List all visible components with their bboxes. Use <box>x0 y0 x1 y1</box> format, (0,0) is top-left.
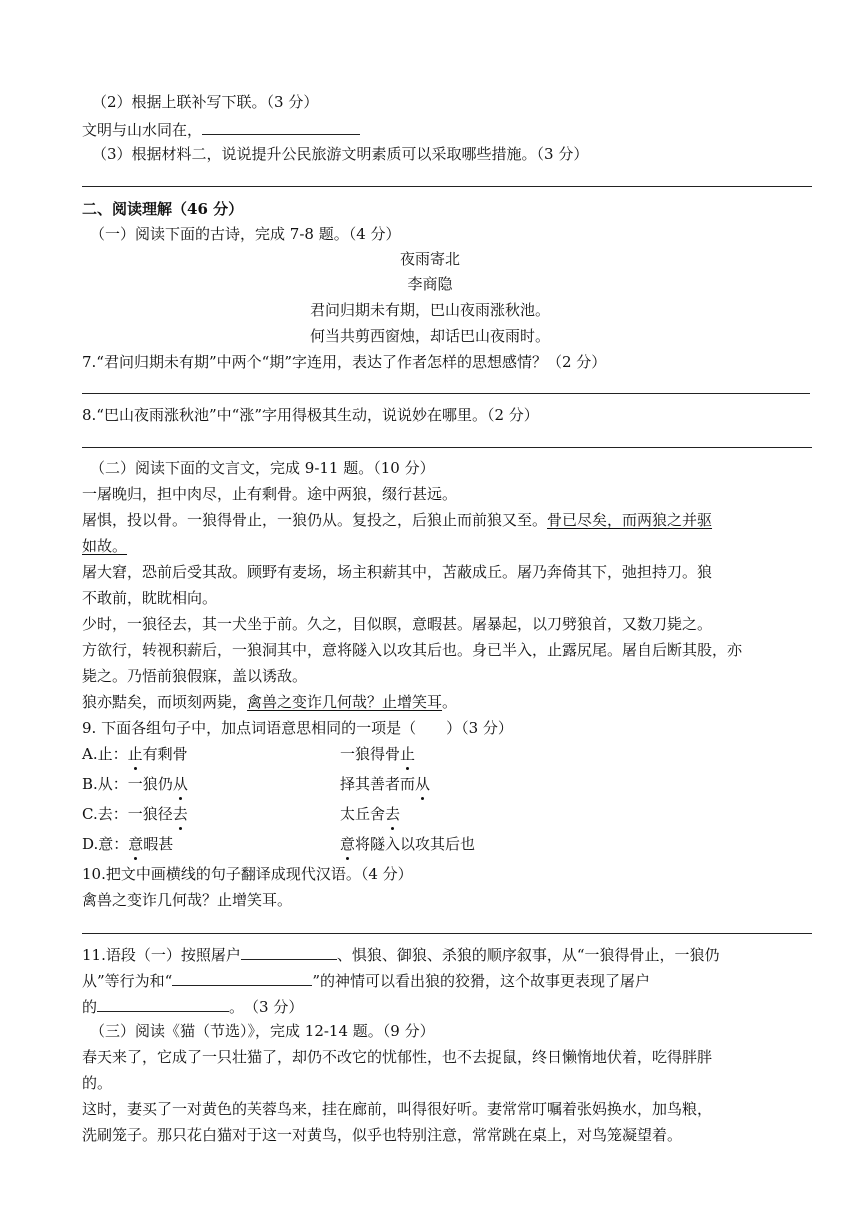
option-left-text: 暇甚 <box>143 835 174 853</box>
dotted-word: 止 <box>400 745 416 763</box>
underlined-sentence-2: 禽兽之变诈几何哉？止增笑耳 <box>247 693 443 711</box>
passage-p1: 一屠晚归，担中肉尽，止有剩骨。途中两狼，缀行甚远。 <box>82 485 458 503</box>
option-label: B.从： <box>82 775 128 793</box>
option-right-text: 太丘舍 <box>340 805 386 823</box>
poem-line-1: 君问归期未有期，巴山夜雨涨秋池。 <box>309 301 550 319</box>
q11-blank-1[interactable] <box>241 943 337 960</box>
underlined-sentence-1b: 如故。 <box>82 537 128 555</box>
option-label: A.止： <box>82 745 128 763</box>
cat-p2-line1: 这时，妻买了一对黄色的芙蓉鸟来，挂在廊前，叫得很好听。妻常常叮嘱着张妈换水，加鸟粮， <box>82 1100 713 1118</box>
question-8: 8.“巴山夜雨涨秋池”中“涨”字用得极其生动，说说妙在哪里。（2 分） <box>82 406 539 424</box>
option-right-text: 择其善者而 <box>340 775 416 793</box>
option-right <box>340 834 475 854</box>
option-a[interactable] <box>82 744 416 764</box>
q11-text: 11.语段（一）按照屠户 <box>82 946 241 964</box>
passage-p5 <box>82 692 457 712</box>
section-2-title: 二、阅读理解（46 分） <box>82 200 244 218</box>
passage-p3-line2: 不敢前，眈眈相向。 <box>82 589 218 607</box>
dotted-word: 去 <box>385 805 401 823</box>
q11-blank-2[interactable] <box>172 969 312 986</box>
couplet-prefix: 文明与山水同在， <box>82 121 203 139</box>
question-2: （2）根据上联补写下联。（3 分） <box>92 93 319 111</box>
question-3: （3）根据材料二，说说提升公民旅游文明素质可以采取哪些措施。（3 分） <box>92 145 589 163</box>
passage-p2-line2 <box>82 536 127 556</box>
couplet-answer-blank[interactable] <box>202 118 360 135</box>
couplet-line <box>82 118 360 140</box>
option-right <box>340 744 415 764</box>
q11-text: ”的神情可以看出狼的狡猾，这个故事更表现了屠户 <box>312 972 651 990</box>
cat-p1-line1: 春天来了，它成了一只壮猫了，却仍不改它的忧郁性，也不去捉鼠，终日懒惰地伏着，吃得胖胖 <box>82 1048 713 1066</box>
question-10: 10.把文中画横线的句子翻译成现代汉语。（4 分） <box>82 865 413 883</box>
q11-text: 、惧狼、御狼、杀狼的顺序叙事，从“一狼得骨止，一狼仍 <box>336 946 720 964</box>
answer-line-q3[interactable] <box>82 186 812 187</box>
option-left-text: 一狼径 <box>127 805 173 823</box>
part-1-intro: （一）阅读下面的古诗，完成 7-8 题。（4 分） <box>90 225 401 243</box>
passage-p2-text: 屠惧，投以骨。一狼得骨止，一狼仍从。复投之，后狼止而前狼又至。 <box>82 511 548 529</box>
option-right-text: 一狼得骨 <box>340 745 401 763</box>
question-11-line2 <box>82 969 650 991</box>
option-right <box>340 804 400 824</box>
option-c[interactable] <box>82 804 401 824</box>
passage-p4-line1: 少时，一狼径去，其一犬坐于前。久之，目似瞑，意暇甚。屠暴起，以刀劈狼首，又数刀毙之。 <box>82 615 713 633</box>
option-b[interactable] <box>82 774 431 794</box>
option-right-text: 将隧入以攻其后也 <box>355 835 476 853</box>
question-10-sentence: 禽兽之变诈几何哉？止增笑耳。 <box>82 891 293 909</box>
passage-p3-line1: 屠大窘，恐前后受其敌。顾野有麦场，场主积薪其中，苫蔽成丘。屠乃奔倚其下，弛担持刀。狼 <box>82 563 713 581</box>
question-11-line1 <box>82 943 720 965</box>
q11-text: 从”等行为和“ <box>82 972 173 990</box>
q11-blank-3[interactable] <box>97 995 229 1012</box>
passage-p4-line2: 方欲行，转视积薪后，一狼洞其中，意将隧入以攻其后也。身已半入，止露尻尾。屠自后断其股，亦 <box>82 641 743 659</box>
q11-text: 的 <box>82 998 98 1016</box>
passage-p5-text: 狼亦黠矣，而顷刻两毙， <box>82 693 248 711</box>
underlined-sentence-1a: 骨已尽矣，而两狼之并驱 <box>547 511 713 529</box>
option-right <box>340 774 430 794</box>
cat-p2-line2: 洗刷笼子。那只花白猫对于这一对黄鸟，似乎也特别注意，常常跳在桌上，对鸟笼凝望着。 <box>82 1126 683 1144</box>
question-9: 9. 下面各组句子中，加点词语意思相同的一项是（ ）（3 分） <box>82 719 513 737</box>
part-3-intro: （三）阅读《猫（节选）》，完成 12-14 题。（9 分） <box>90 1022 435 1040</box>
dotted-word: 从 <box>172 775 188 793</box>
poem-line-2: 何当共剪西窗烛，却话巴山夜雨时。 <box>309 327 550 345</box>
option-left-text: 一狼仍 <box>127 775 173 793</box>
poem-author: 李商隐 <box>407 275 453 293</box>
option-d[interactable] <box>82 834 476 854</box>
answer-line-q7[interactable] <box>82 393 810 394</box>
question-7: 7.“君问归期未有期”中两个“期”字连用，表达了作者怎样的思想感情？（2 分） <box>82 353 607 371</box>
passage-p5-end: 。 <box>442 693 458 711</box>
answer-line-q10[interactable] <box>82 933 812 934</box>
option-label: D.意： <box>82 835 129 853</box>
q11-text: 。 （3 分） <box>229 998 304 1016</box>
dotted-word: 止 <box>127 745 143 763</box>
dotted-word: 从 <box>415 775 431 793</box>
poem-title: 夜雨寄北 <box>399 250 460 268</box>
dotted-word: 意 <box>340 835 356 853</box>
option-label: C.去： <box>82 805 128 823</box>
question-11-line3 <box>82 995 303 1017</box>
passage-p4-line3: 毙之。乃悟前狼假寐，盖以诱敌。 <box>82 667 308 685</box>
dotted-word: 去 <box>172 805 188 823</box>
part-2-intro: （二）阅读下面的文言文，完成 9-11 题。（10 分） <box>90 459 435 477</box>
cat-p1-line2: 的。 <box>82 1074 113 1092</box>
passage-p2-line1 <box>82 510 712 530</box>
dotted-word: 意 <box>128 835 144 853</box>
answer-line-q8[interactable] <box>82 447 812 448</box>
option-left-text: 有剩骨 <box>142 745 188 763</box>
